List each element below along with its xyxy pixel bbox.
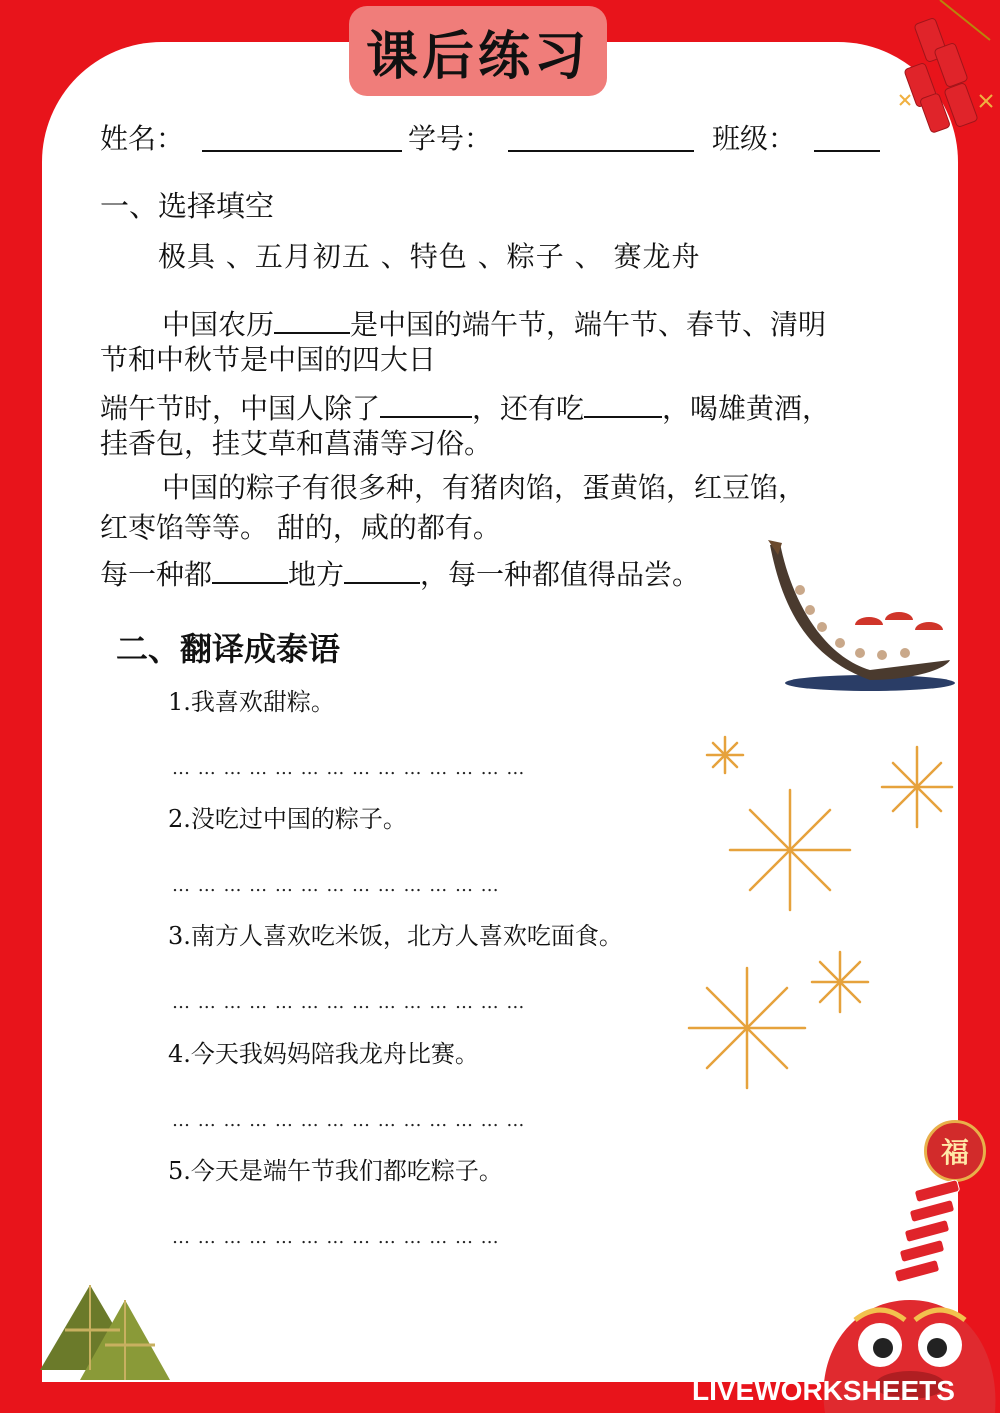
question-4: 4.今天我妈妈陪我龙舟比赛。: [168, 1040, 479, 1068]
question-3: 3.南方人喜欢吃米饭，北方人喜欢吃面食。: [168, 922, 623, 950]
zongzi-illustration: [30, 1275, 175, 1385]
paragraph-2-text: 端午节时，中国人除了 ，还有吃 ，喝雄黄酒，: [100, 392, 831, 425]
name-label: 姓名：: [100, 122, 185, 155]
liveworksheets-watermark: LIVEWORKSHEETS: [692, 1375, 955, 1406]
paragraph-3-text: 中国的粽子有很多种，有猪肉馅，蛋黄馅，红豆馅，: [162, 471, 807, 504]
section-1-heading: 一、选择填空: [100, 189, 275, 223]
blank-4[interactable]: [212, 558, 288, 584]
student-id-field[interactable]: [508, 150, 694, 152]
sparkle-decoration-icon: [685, 730, 960, 1100]
paragraph-3-cont: 红枣馅等等。 甜的，咸的都有。: [100, 511, 501, 544]
answer-line-4[interactable]: … … … … … … … … … … … … … …: [172, 1110, 526, 1131]
answer-line-2[interactable]: … … … … … … … … … … … … …: [172, 875, 500, 896]
blank-5[interactable]: [344, 558, 420, 584]
name-field[interactable]: [202, 150, 402, 152]
blank-2[interactable]: [380, 392, 472, 418]
firecracker-decoration-icon: [880, 0, 1000, 140]
student-id-label: 学号：: [408, 122, 493, 155]
paragraph-1-text: 中国农历 是中国的端午节，端午节、春节、清明: [162, 308, 827, 341]
question-1: 1.我喜欢甜粽。: [168, 688, 335, 716]
dragon-boat-illustration: [760, 535, 955, 695]
answer-line-5[interactable]: … … … … … … … … … … … … …: [172, 1227, 500, 1248]
paragraph-2-cont: 挂香包，挂艾草和菖蒲等习俗。: [100, 427, 493, 460]
class-field[interactable]: [814, 150, 880, 152]
fu-character: 福: [940, 1136, 969, 1169]
question-2: 2.没吃过中国的粽子。: [168, 805, 407, 833]
word-bank: 极具 、五月初五 、特色 、粽子 、 赛龙舟: [158, 240, 701, 273]
question-5: 5.今天是端午节我们都吃粽子。: [168, 1157, 503, 1185]
answer-line-3[interactable]: … … … … … … … … … … … … … …: [172, 992, 526, 1013]
answer-line-1[interactable]: … … … … … … … … … … … … … …: [172, 758, 526, 779]
paragraph-1-cont: 节和中秋节是中国的四大日: [100, 343, 437, 376]
paragraph-4-text: 每一种都 地方 ，每一种都值得品尝。: [100, 558, 701, 591]
class-label: 班级：: [712, 122, 797, 155]
blank-1[interactable]: [274, 308, 350, 334]
section-2-heading: 二、翻译成泰语: [116, 630, 341, 668]
fu-charm-icon: [924, 1120, 986, 1182]
worksheet-title: 课后练习: [349, 6, 607, 96]
blank-3[interactable]: [584, 392, 662, 418]
